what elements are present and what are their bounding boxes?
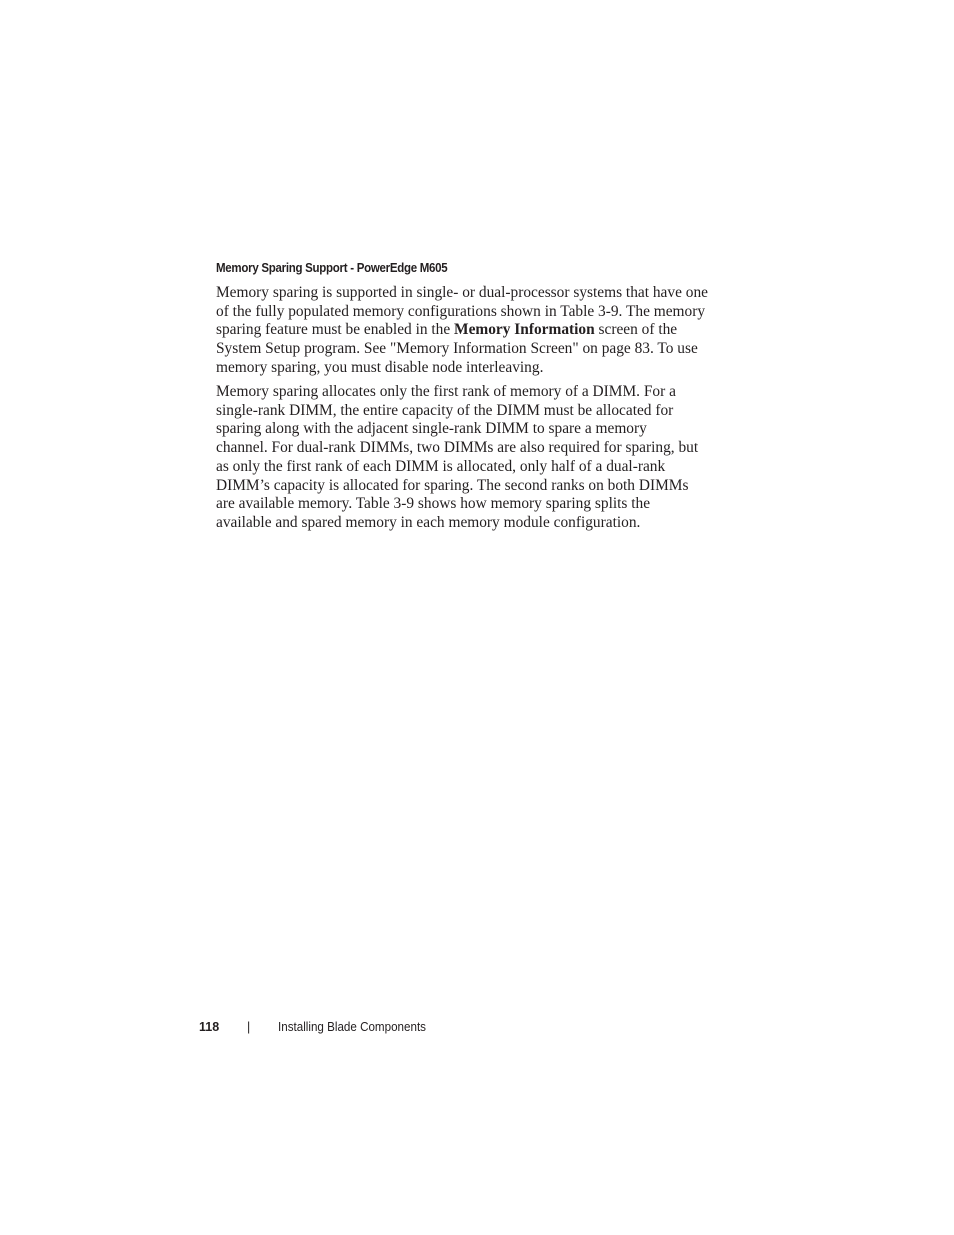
paragraph-line: memory sparing, you must disable node interleaving.: [216, 358, 544, 376]
paragraph-text: screen of the: [594, 321, 678, 339]
page-number: 118: [199, 1020, 220, 1034]
footer-separator: |: [247, 1020, 251, 1034]
paragraph-line: single-rank DIMM, the entire capacity of the DIMM must be allocated for: [216, 401, 674, 419]
paragraph-memory-sparing-support: [216, 284, 716, 378]
menu-reference-memory-information: Memory Information: [454, 321, 595, 339]
paragraph-line: of the fully populated memory configurations shown in Table 3-9. The memory: [216, 302, 706, 320]
paragraph-line: available and spared memory in each memory module configuration.: [216, 513, 641, 531]
paragraph-line: [216, 321, 716, 340]
footer-chapter-title: Installing Blade Components: [278, 1020, 426, 1034]
paragraph-line: System Setup program. See "Memory Information Screen" on page 83. To use: [216, 340, 698, 358]
paragraph-line: Memory sparing is supported in single- or dual-processor systems that have one: [216, 284, 708, 301]
paragraph-line: DIMM’s capacity is allocated for sparing. The second ranks on both DIMMs: [216, 476, 689, 494]
paragraph-text: sparing feature must be enabled in the: [216, 321, 455, 339]
paragraph-line: channel. For dual-rank DIMMs, two DIMMs are also required for sparing, but: [216, 439, 699, 457]
paragraph-line: sparing along with the adjacent single-rank DIMM to spare a memory: [216, 420, 647, 438]
section-heading: Memory Sparing Support - PowerEdge M605: [216, 261, 448, 275]
paragraph-rank-allocation: [216, 383, 716, 533]
paragraph-line: Memory sparing allocates only the first rank of memory of a DIMM. For a: [216, 383, 676, 400]
paragraph-line: are available memory. Table 3-9 shows how memory sparing splits the: [216, 495, 651, 513]
paragraph-line: as only the first rank of each DIMM is allocated, only half of a dual-rank: [216, 457, 666, 475]
